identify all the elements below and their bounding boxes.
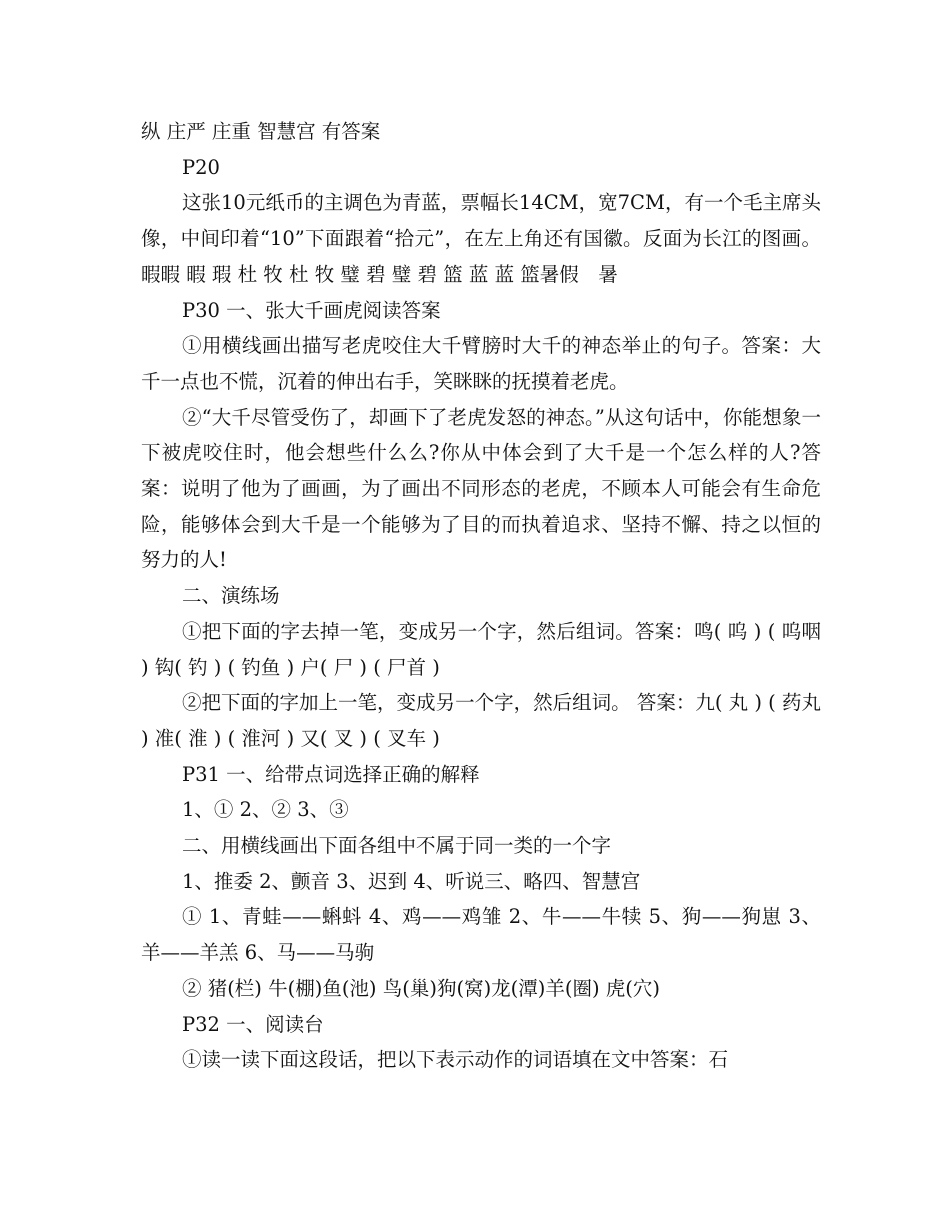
paragraph-4: P30 一、张大千画虎阅读答案 <box>182 298 441 322</box>
paragraph-17: ①读一读下面这段话，把以下表示动作的词语填在文中答案：石 <box>182 1048 729 1072</box>
paragraph-2: P20 <box>182 155 220 179</box>
paragraph-7: 二、演练场 <box>182 584 280 608</box>
paragraph-13: 1、推委 2、颤音 3、迟到 4、听说三、略四、智慧宫 <box>182 869 641 893</box>
paragraph-5: ①用横线画出描写老虎咬住大千臂膀时大千的神态举止的句子。答案：大千一点也不慌，沉着的伸出右手，笑眯眯的抚摸着老虎。 <box>141 334 821 393</box>
paragraph-3: 这张10元纸币的主调色为青蓝，票幅长14CM，宽7CM，有一个毛主席头像，中间印着“10”下面跟着“拾元”，在左上角还有国徽。反面为长江的图画。暇暇 暇 瑕 杜 牧 杜 牧 璧 碧 璧 碧 篮 蓝 蓝 篮暑假 暑 <box>141 191 821 286</box>
document-body <box>141 114 821 1078</box>
paragraph-16: P32 一、阅读台 <box>182 1012 324 1036</box>
paragraph-10: P31 一、给带点词选择正确的解释 <box>182 762 480 786</box>
paragraph-8: ①把下面的字去掉一笔，变成另一个字，然后组词。答案：鸣( 呜 ) ( 呜咽 ) 钩( 钓 ) ( 钓鱼 ) 户( 尸 ) ( 尸首 ) <box>141 619 821 679</box>
paragraph-12: 二、用横线画出下面各组中不属于同一类的一个字 <box>182 834 612 858</box>
paragraph-14: ① 1、青蛙——蝌蚪 4、鸡——鸡雏 2、牛——牛犊 5、狗——狗崽 3、羊——羊羔 6、马——马驹 <box>141 905 821 965</box>
paragraph-6: ②“大千尽管受伤了，却画下了老虎发怒的神态。”从这句话中，你能想象一下被虎咬住时，他会想些什么么?你从中体会到了大千是一个怎么样的人?答案：说明了他为了画画，为了画出不同形态的老虎，不顾本人可能会有生命危险，能够体会到大千是一个能够为了目的而执着追求、坚持不懈、持之以恒的努力的人! <box>141 405 821 572</box>
paragraph-15: ② 猪(栏) 牛(棚)鱼(池) 鸟(巢)狗(窝)龙(潭)羊(圈) 虎(穴) <box>182 976 661 1000</box>
paragraph-9: ②把下面的字加上一笔，变成另一个字，然后组词。 答案：九( 丸 ) ( 药丸 ) 准( 淮 ) ( 淮河 ) 又( 叉 ) ( 叉车 ) <box>141 691 821 750</box>
paragraph-1: 纵 庄严 庄重 智慧宫 有答案 <box>141 120 381 143</box>
paragraph-11: 1、① 2、② 3、③ <box>182 798 349 822</box>
